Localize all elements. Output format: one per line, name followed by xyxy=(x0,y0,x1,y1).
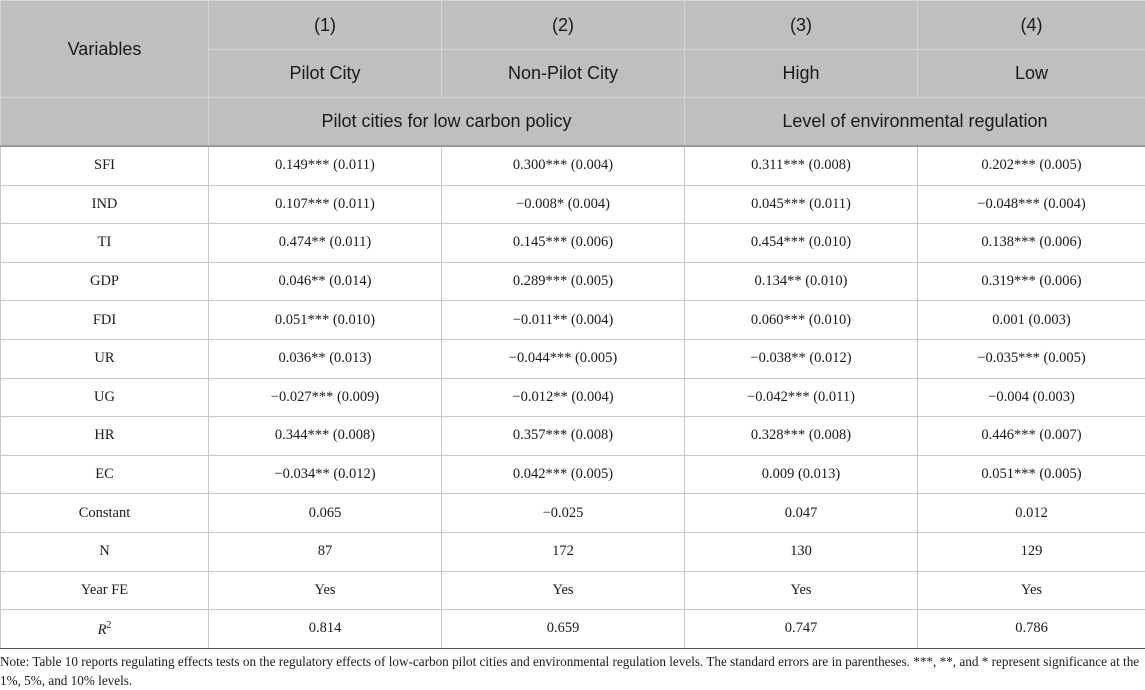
table-cell: −0.042*** (0.011) xyxy=(685,378,918,417)
table-cell: 0.047 xyxy=(685,494,918,533)
row-label: N xyxy=(1,532,209,571)
table-body xyxy=(1,146,1145,648)
row-label: UR xyxy=(1,339,209,378)
table-cell: Yes xyxy=(442,571,685,610)
table-cell: 0.138*** (0.006) xyxy=(918,224,1145,263)
table-cell: 0.454*** (0.010) xyxy=(685,224,918,263)
table-cell: −0.044*** (0.005) xyxy=(442,339,685,378)
table-cell: Yes xyxy=(685,571,918,610)
row-label: TI xyxy=(1,224,209,263)
table-cell: 0.036** (0.013) xyxy=(209,339,442,378)
table-cell: 0.001 (0.003) xyxy=(918,301,1145,340)
table-cell: Yes xyxy=(209,571,442,610)
table-cell: −0.025 xyxy=(442,494,685,533)
group-environmental-regulation: Level of environmental regulation xyxy=(685,98,1145,147)
table-cell: −0.048*** (0.004) xyxy=(918,185,1145,224)
table-cell: 0.045*** (0.011) xyxy=(685,185,918,224)
col-number-3: (3) xyxy=(685,1,918,50)
table-cell: 129 xyxy=(918,532,1145,571)
table-cell: 0.747 xyxy=(685,610,918,649)
table-cell: 0.134** (0.010) xyxy=(685,262,918,301)
row-label: UG xyxy=(1,378,209,417)
table-cell: 0.344*** (0.008) xyxy=(209,417,442,456)
row-label-r-squared xyxy=(1,610,209,649)
col-name-pilot-city: Pilot City xyxy=(209,50,442,98)
table-row xyxy=(1,532,1145,571)
row-label: IND xyxy=(1,185,209,224)
col-number-1: (1) xyxy=(209,1,442,50)
table-row xyxy=(1,185,1145,224)
table-row xyxy=(1,571,1145,610)
row-label: SFI xyxy=(1,146,209,185)
table-cell: 0.446*** (0.007) xyxy=(918,417,1145,456)
table-header xyxy=(1,1,1145,147)
table-cell: 0.107*** (0.011) xyxy=(209,185,442,224)
table-row-r-squared xyxy=(1,610,1145,649)
table-cell: −0.038** (0.012) xyxy=(685,339,918,378)
header-blank-cell xyxy=(1,98,209,147)
table-cell: 0.289*** (0.005) xyxy=(442,262,685,301)
table-cell: 0.319*** (0.006) xyxy=(918,262,1145,301)
col-number-2: (2) xyxy=(442,1,685,50)
table-cell: −0.011** (0.004) xyxy=(442,301,685,340)
row-label: FDI xyxy=(1,301,209,340)
table-cell: 0.786 xyxy=(918,610,1145,649)
table-row xyxy=(1,378,1145,417)
table-cell: Yes xyxy=(918,571,1145,610)
table-cell: 0.046** (0.014) xyxy=(209,262,442,301)
table-row xyxy=(1,301,1145,340)
table-row xyxy=(1,224,1145,263)
row-label: HR xyxy=(1,417,209,456)
table-cell: 87 xyxy=(209,532,442,571)
table-cell: −0.027*** (0.009) xyxy=(209,378,442,417)
table-cell: 0.659 xyxy=(442,610,685,649)
col-number-4: (4) xyxy=(918,1,1145,50)
table-cell: 0.051*** (0.005) xyxy=(918,455,1145,494)
r-squared-symbol: R xyxy=(97,621,107,638)
row-label: Constant xyxy=(1,494,209,533)
table-cell: −0.034** (0.012) xyxy=(209,455,442,494)
table-note: Note: Table 10 reports regulating effects tests on the regulatory effects of low-carbon pilot cities and environmental regulation levels. The standard errors are in parentheses. ***, **, and * represent significance at the 1%, 5%, and 10% levels. xyxy=(0,654,1140,688)
table-cell: 0.300*** (0.004) xyxy=(442,146,685,185)
table-cell: 0.042*** (0.005) xyxy=(442,455,685,494)
table-cell: 0.311*** (0.008) xyxy=(685,146,918,185)
table-cell: 0.474** (0.011) xyxy=(209,224,442,263)
table-row xyxy=(1,417,1145,456)
table-cell: 0.357*** (0.008) xyxy=(442,417,685,456)
row-label: GDP xyxy=(1,262,209,301)
table-cell: 0.051*** (0.010) xyxy=(209,301,442,340)
table-cell: 0.328*** (0.008) xyxy=(685,417,918,456)
r-squared-exponent: 2 xyxy=(106,619,112,631)
table-cell: −0.035*** (0.005) xyxy=(918,339,1145,378)
col-name-high: High xyxy=(685,50,918,98)
table-cell: 0.060*** (0.010) xyxy=(685,301,918,340)
table-cell: 0.202*** (0.005) xyxy=(918,146,1145,185)
table-cell: 0.149*** (0.011) xyxy=(209,146,442,185)
table-cell: 130 xyxy=(685,532,918,571)
variables-header: Variables xyxy=(1,1,209,98)
table-cell: 0.065 xyxy=(209,494,442,533)
col-name-non-pilot-city: Non-Pilot City xyxy=(442,50,685,98)
row-label: EC xyxy=(1,455,209,494)
table-cell: 0.012 xyxy=(918,494,1145,533)
table-row xyxy=(1,339,1145,378)
table-cell: −0.008* (0.004) xyxy=(442,185,685,224)
table-cell: −0.004 (0.003) xyxy=(918,378,1145,417)
table-cell: 0.009 (0.013) xyxy=(685,455,918,494)
table-row xyxy=(1,262,1145,301)
group-low-carbon-policy: Pilot cities for low carbon policy xyxy=(209,98,685,147)
table-row xyxy=(1,146,1145,185)
table-cell: 172 xyxy=(442,532,685,571)
table-row xyxy=(1,455,1145,494)
row-label: Year FE xyxy=(1,571,209,610)
table-row xyxy=(1,494,1145,533)
table-cell: 0.145*** (0.006) xyxy=(442,224,685,263)
table-cell: 0.814 xyxy=(209,610,442,649)
col-name-low: Low xyxy=(918,50,1145,98)
table-cell: −0.012** (0.004) xyxy=(442,378,685,417)
